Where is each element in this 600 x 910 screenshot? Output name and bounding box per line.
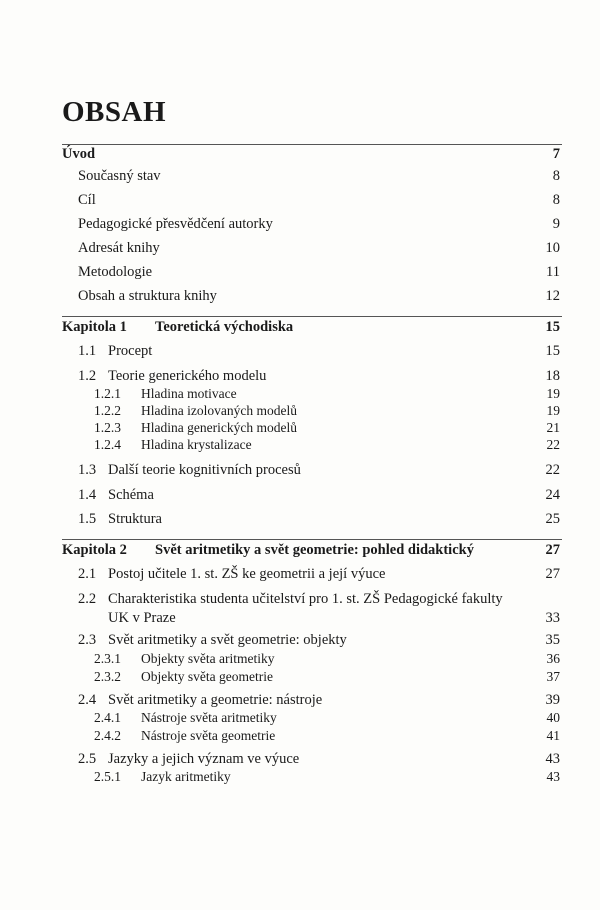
section-number: 2.4 [78,692,97,708]
toc-entry[interactable] [0,629,600,651]
toc-entry[interactable] [0,261,600,283]
toc-page-number: 15 [545,319,560,335]
toc-entry[interactable] [0,213,600,235]
chapter-number: Kapitola 1 [62,319,127,335]
toc-entry-continuation[interactable] [0,607,600,629]
toc-label: Obsah a struktura knihy [78,288,217,304]
toc-entry[interactable] [0,285,600,307]
toc-entry[interactable] [0,689,600,711]
chapter-title: Teoretická východiska [155,319,294,335]
toc-page-number: 15 [545,343,560,359]
toc-label: Struktura [108,511,162,527]
toc-page-number: 12 [545,288,560,304]
section-number: 2.2 [78,591,97,607]
toc-label: Procept [108,343,153,359]
toc-label: Další teorie kognitivních procesů [108,462,301,478]
toc-label: Objekty světa geometrie [141,669,273,684]
section-number: 1.2.2 [94,403,121,418]
toc-label: Objekty světa aritmetiky [141,651,275,666]
section-number: 2.4.1 [94,710,121,725]
section-number: 1.2 [78,368,97,384]
toc-entry[interactable] [0,402,600,420]
toc-entry[interactable] [0,436,600,454]
section-number: 1.2.1 [94,386,121,401]
toc-entry[interactable] [0,768,600,786]
section-number: 2.3.1 [94,651,121,666]
toc-entry-uvod[interactable] [0,143,600,165]
section-number: 1.3 [78,462,97,478]
toc-label: Jazyky a jejich význam ve výuce [108,751,300,767]
toc-page-number: 33 [545,610,560,626]
toc-page-number: 19 [546,386,560,401]
chapter-title: Svět aritmetiky a svět geometrie: pohled didaktický [155,542,474,558]
toc-label: Hladina izolovaných modelů [141,403,297,418]
toc-entry[interactable] [0,237,600,259]
toc-page-number: 24 [545,487,560,503]
toc-page-number: 8 [552,168,560,184]
section-number: 2.4.2 [94,728,121,743]
section-number: 2.3 [78,632,97,648]
toc-page-number: 37 [546,669,560,684]
toc-entry[interactable] [0,365,600,387]
toc-entry-chapter-2[interactable] [0,539,600,561]
toc-entry-chapter-1[interactable] [0,316,600,338]
toc-label: Svět aritmetiky a geometrie: nástroje [108,692,323,708]
toc-entry[interactable] [0,709,600,727]
toc-entry[interactable] [0,165,600,187]
page-title: OBSAH [62,96,167,128]
toc-page-number: 21 [546,420,560,435]
toc-page-number: 7 [552,146,560,162]
section-number: 2.5 [78,751,97,767]
toc-label: Nástroje světa aritmetiky [141,710,277,725]
toc-page-number: 9 [552,216,560,232]
toc-page-number: 22 [546,437,560,452]
toc-page-number: 8 [552,192,560,208]
section-number: 1.5 [78,511,97,527]
toc-page-number: 41 [546,728,560,743]
toc-entry[interactable] [0,459,600,481]
toc-page-number: 36 [546,651,560,666]
toc-label: Cíl [78,192,96,208]
toc-entry[interactable] [0,385,600,403]
toc-label: Jazyk aritmetiky [141,769,231,784]
toc-page-number: 27 [545,542,560,558]
toc-entry[interactable] [0,563,600,585]
toc-label: Metodologie [78,264,153,280]
toc-label: Adresát knihy [78,240,160,256]
toc-page-number: 40 [546,710,560,725]
section-number: 2.1 [78,566,97,582]
toc-entry[interactable] [0,668,600,686]
toc-entry[interactable] [0,650,600,668]
toc-label: Nástroje světa geometrie [141,728,276,743]
toc-entry[interactable] [0,508,600,530]
toc-page-number: 22 [545,462,560,478]
toc-label: Hladina generických modelů [141,420,297,435]
toc-label: Teorie generického modelu [108,368,267,384]
toc-page-number: 39 [545,692,560,708]
toc-page-number: 18 [545,368,560,384]
toc-page-number: 27 [545,566,560,582]
toc-entry[interactable] [0,727,600,745]
toc-label: Postoj učitele 1. st. ZŠ ke geometrii a její výuce [108,566,386,582]
section-number: 2.5.1 [94,769,121,784]
toc-page-number: 43 [545,751,560,767]
toc-page-number: 10 [545,240,560,256]
toc-entry[interactable] [0,189,600,211]
toc-page-number: 19 [546,403,560,418]
toc-label: Svět aritmetiky a svět geometrie: objekty [108,632,347,648]
section-number: 2.3.2 [94,669,121,684]
toc-label: Hladina krystalizace [141,437,252,452]
toc-label: Pedagogické přesvědčení autorky [78,216,273,232]
toc-label: Hladina motivace [141,386,237,401]
toc-page-number: 35 [545,632,560,648]
toc-entry[interactable] [0,340,600,362]
toc-label: Současný stav [78,168,161,184]
toc-entry[interactable] [0,419,600,437]
section-number: 1.1 [78,343,97,359]
toc-page-number: 25 [545,511,560,527]
section-number: 1.2.4 [94,437,121,452]
toc-label-continuation: UK v Praze [108,610,176,626]
section-number: 1.4 [78,487,97,503]
toc-entry[interactable] [0,748,600,770]
toc-entry[interactable] [0,484,600,506]
toc-page-number: 11 [546,264,560,280]
section-number: 1.2.3 [94,420,121,435]
toc-label: Úvod [62,146,96,162]
toc-page-number: 43 [546,769,560,784]
toc-label: Charakteristika studenta učitelství pro 1. st. ZŠ Pedagogické fakulty [108,591,503,607]
chapter-number: Kapitola 2 [62,542,127,558]
toc-label: Schéma [108,487,154,503]
